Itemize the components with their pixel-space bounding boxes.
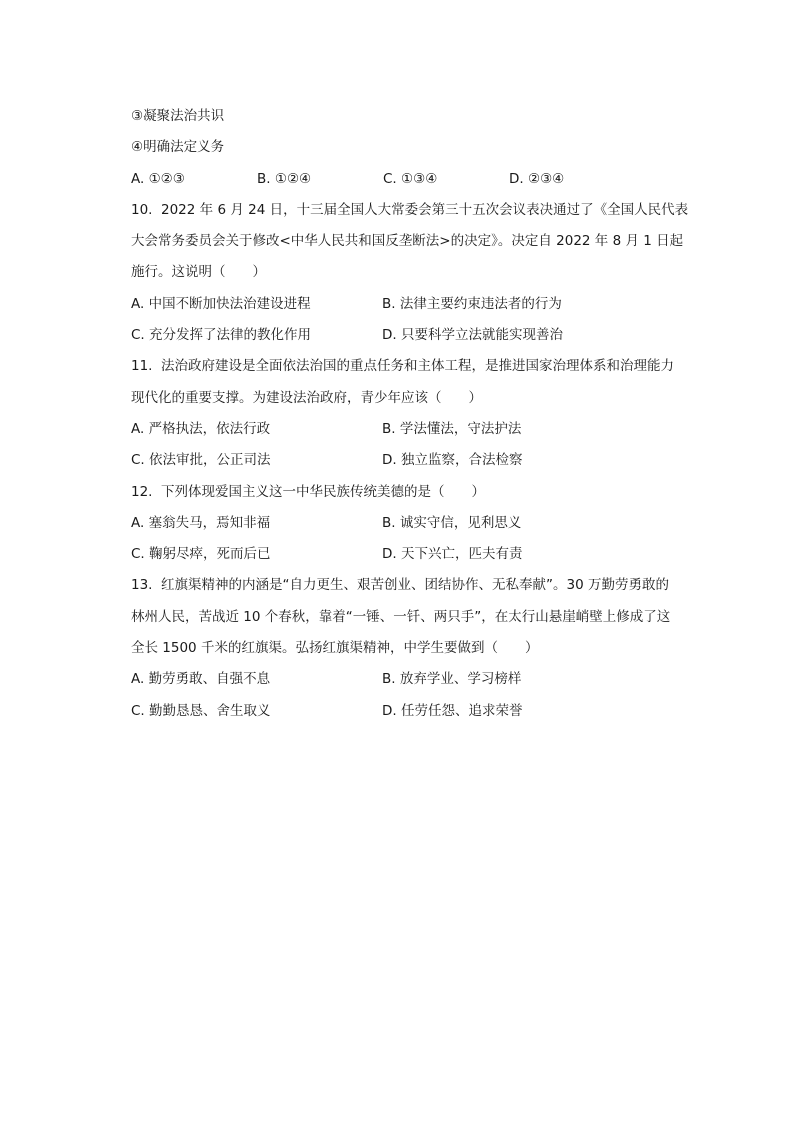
q13-options-row-1: [131, 664, 701, 695]
q11-option-c[interactable]: C. 依法审批，公正司法: [131, 452, 271, 469]
q10-option-c[interactable]: C. 充分发挥了法律的教化作用: [131, 327, 312, 344]
q10-option-a[interactable]: A. 中国不断加快法治建设进程: [131, 295, 311, 312]
q12-number: 12.: [131, 483, 153, 500]
q13-number: 13.: [131, 577, 153, 594]
q9-option-d[interactable]: D. ②③④: [509, 170, 565, 187]
q10-text-1: 2022 年 6 月 24 日，十三届全国人大常委会第三十五次会议表决通过了《全国人民代表: [161, 201, 689, 218]
q11-text-1: 法治政府建设是全面依法治国的重点任务和主体工程，是推进国家治理体系和治理能力: [161, 358, 674, 375]
q13-option-c[interactable]: C. 勤勤恳恳、舍生取义: [131, 702, 271, 719]
q10-options-row-2: [131, 320, 701, 351]
q10-option-b[interactable]: B. 法律主要约束违法者的行为: [382, 295, 562, 312]
q13-text-1: 红旗渠精神的内涵是“自力更生、艰苦创业、团结协作、无私奉献”。30 万勤劳勇敢的: [161, 577, 669, 594]
q10-text-2: 大会常务委员会关于修改<中华人民共和国反垄断法>的决定》。决定自 2022 年 8 月 1 日起: [131, 233, 684, 250]
q11-option-b[interactable]: B. 学法懂法，守法护法: [382, 420, 522, 437]
q11-text-2: 现代化的重要支撑。为建设法治政府，青少年应该（ ）: [131, 389, 482, 406]
q11-options-row-2: [131, 445, 701, 476]
q13-option-b[interactable]: B. 放弃学业、学习榜样: [382, 671, 522, 688]
statement-3: ③凝聚法治共识: [131, 108, 225, 124]
q9-option-b[interactable]: B. ①②④: [257, 170, 312, 187]
q12-stem-line-1: [131, 477, 701, 508]
q13-option-d[interactable]: D. 任劳任怨、追求荣誉: [382, 702, 523, 719]
q9-option-a[interactable]: A. ①②③: [131, 170, 185, 187]
q9-options: [131, 164, 701, 195]
q11-options-row-1: [131, 414, 701, 445]
q13-option-a[interactable]: A. 勤劳勇敢、自强不息: [131, 671, 271, 688]
q13-text-3: 全长 1500 千米的红旗渠。弘扬红旗渠精神，中学生要做到（ ）: [131, 640, 539, 657]
q12-option-c[interactable]: C. 鞠躬尽瘁，死而后已: [131, 546, 271, 563]
q10-text-3: 施行。这说明（ ）: [131, 264, 266, 281]
q11-stem-line-1: [131, 351, 701, 382]
q13-text-2: 林州人民，苦战近 10 个春秋，靠着“一锤、一钎、两只手”，在太行山悬崖峭壁上修成了这: [131, 608, 671, 625]
q12-option-b[interactable]: B. 诚实守信，见利思义: [382, 514, 522, 531]
q13-stem-line-1: [131, 570, 701, 601]
q12-option-d[interactable]: D. 天下兴亡，匹夫有责: [382, 546, 523, 563]
q10-option-d[interactable]: D. 只要科学立法就能实现善治: [382, 327, 563, 344]
q10-number: 10.: [131, 201, 153, 218]
q11-number: 11.: [131, 358, 153, 375]
q11-option-a[interactable]: A. 严格执法，依法行政: [131, 420, 271, 437]
statement-4: ④明确法定义务: [131, 139, 225, 156]
q10-options-row-1: [131, 289, 701, 320]
q12-options-row-2: [131, 539, 701, 570]
q12-option-a[interactable]: A. 塞翁失马，焉知非福: [131, 514, 271, 531]
q12-text-1: 下列体现爱国主义这一中华民族传统美德的是（ ）: [161, 483, 485, 500]
q9-option-c[interactable]: C. ①③④: [383, 170, 438, 187]
question-content: [131, 101, 701, 727]
q13-options-row-2: [131, 696, 701, 727]
q10-stem-line-1: [131, 195, 701, 226]
q11-option-d[interactable]: D. 独立监察，合法检察: [382, 452, 523, 469]
q12-options-row-1: [131, 508, 701, 539]
